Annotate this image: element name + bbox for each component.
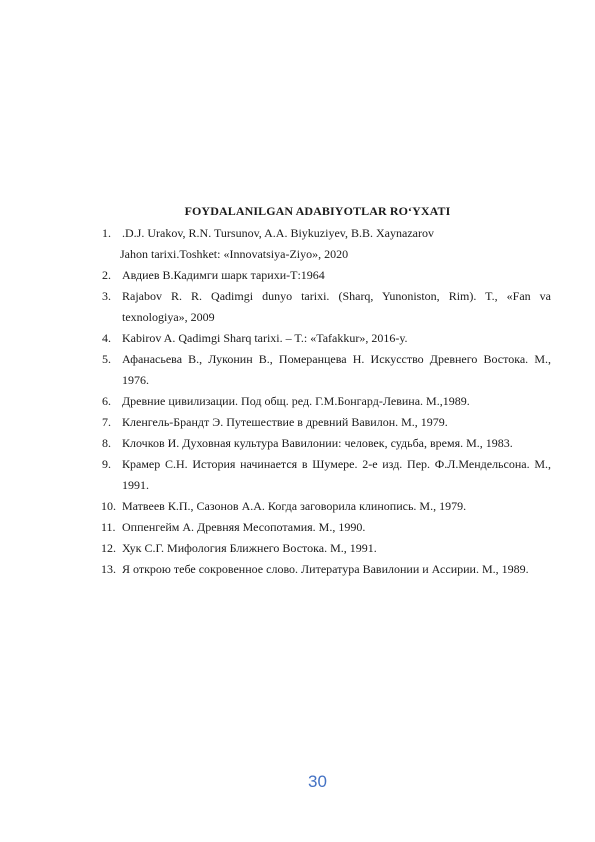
reference-text: Клочков И. Духовная культура Вавилонии: человек, судьба, время. М., 1983. — [122, 436, 513, 450]
page-number: 30 — [308, 772, 327, 791]
reference-text: Rajabov R. R. Qadimgi dunyo tarixi. (Sharq, Yunoniston, Rim). T., «Fan va texnologiya», 2009 — [122, 289, 551, 324]
reference-number: 12. — [101, 541, 116, 555]
reference-text: Матвеев К.П., Сазонов А.А. Когда заговорила клинопись. М., 1979. — [122, 499, 467, 513]
reference-item — [0, 265, 595, 286]
reference-number: 8. — [102, 436, 111, 450]
reference-list — [0, 223, 595, 580]
reference-text: Авдиев В.Кадимги шарк тарихи-Т:1964 — [122, 268, 325, 282]
reference-text: Хук С.Г. Мифология Ближнего Востока. М., 1991. — [122, 541, 377, 555]
reference-text: Кленгель-Брандт Э. Путешествие в древний Вавилон. М., 1979. — [122, 415, 448, 429]
reference-item — [0, 454, 595, 496]
reference-text: Kabirov A. Qadimgi Sharq tarixi. – T.: «Tafakkur», 2016-y. — [122, 331, 408, 345]
reference-number: 10. — [101, 499, 116, 513]
reference-item — [0, 391, 595, 412]
reference-number: 13. — [101, 562, 116, 576]
reference-item — [0, 286, 595, 328]
reference-number: 2. — [102, 268, 111, 282]
reference-item — [0, 538, 595, 559]
reference-number: 5. — [102, 352, 111, 366]
reference-number: 7. — [102, 415, 111, 429]
reference-text: Афанасьева В., Луконин В., Померанцева Н. Искусство Древнего Востока. М., 1976. — [122, 352, 551, 387]
reference-item — [0, 223, 595, 265]
reference-text-continuation: Jahon tarixi.Toshket: «Innovatsiya-Ziyo», 2020 — [120, 247, 349, 261]
reference-number: 9. — [102, 457, 111, 471]
reference-text: .D.J. Urakov, R.N. Tursunov, A.A. Biykuziyev, B.B. Xaynazarov — [122, 226, 434, 240]
reference-item — [0, 517, 595, 538]
reference-number: 4. — [102, 331, 111, 345]
reference-item — [0, 412, 595, 433]
reference-item — [0, 559, 595, 580]
reference-text: Я открою тебе сокровенное слово. Литература Вавилонии и Ассирии. М., 1989. — [122, 562, 529, 576]
reference-item — [0, 349, 595, 391]
reference-text: Древние цивилизации. Под общ. ред. Г.М.Бонгард-Левина. М.,1989. — [122, 394, 470, 408]
reference-number: 6. — [102, 394, 111, 408]
reference-item — [0, 433, 595, 454]
reference-item — [0, 496, 595, 517]
bibliography-heading: FOYDALANILGAN ADABIYOTLAR RO‘YXATI — [184, 204, 451, 218]
reference-item — [0, 328, 595, 349]
reference-number: 11. — [101, 520, 116, 534]
reference-number: 1. — [102, 226, 111, 240]
reference-number: 3. — [102, 289, 111, 303]
reference-text: Крамер С.Н. История начинается в Шумере. 2-е изд. Пер. Ф.Л.Мендельсона. М., 1991. — [122, 457, 551, 492]
reference-text: Оппенгейм А. Древняя Месопотамия. М., 1990. — [122, 520, 366, 534]
